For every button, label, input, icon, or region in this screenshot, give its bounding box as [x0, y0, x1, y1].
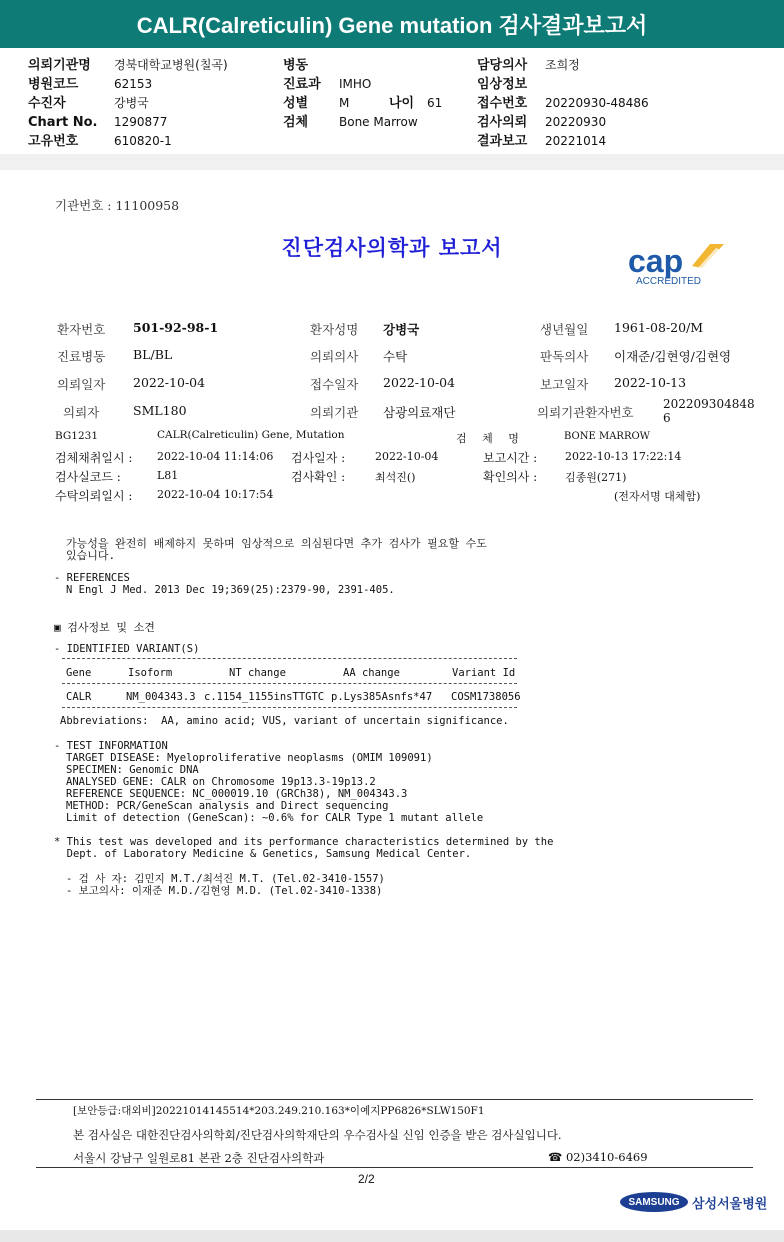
hdr-value: Bone Marrow [339, 115, 418, 129]
page-number: 2/2 [358, 1172, 375, 1186]
specimen-name: BONE MARROW [564, 431, 650, 442]
hdr-label: 임상정보 [477, 77, 528, 92]
variants-heading: - IDENTIFIED VARIANT(S) [54, 643, 200, 655]
hdr-label: 담당의사 [477, 58, 528, 73]
cap-logo-text: cap [628, 243, 684, 279]
hdr-value: 20220930 [545, 115, 607, 129]
hdr-label: 의뢰기관명 [28, 58, 91, 73]
requester: SML180 [133, 403, 187, 418]
test-date-label: 검사일자 : [291, 451, 346, 465]
section-divider [0, 154, 784, 170]
test-code: BG1231 [55, 430, 99, 442]
institution-patient-number: 202209304848 [663, 397, 755, 411]
certification-statement: 본 검사실은 대한진단검사의학회/진단검사의학재단의 우수검사실 신임 인증을 받은 검사실입니다. [73, 1128, 562, 1142]
received-datetime: 2022-10-04 10:17:54 [157, 488, 274, 501]
hdr-label: 진료과 [283, 77, 321, 92]
footer-rule [36, 1167, 753, 1168]
references-heading: - REFERENCES [54, 572, 130, 584]
cap-logo-subtext: ACCREDITED [636, 276, 702, 287]
table-header-isoform: Isoform [128, 667, 173, 679]
patient-label: 생년월일 [540, 322, 589, 337]
samsung-logo [620, 1192, 688, 1212]
report-time: 2022-10-13 17:22:14 [565, 450, 682, 463]
hdr-label: 성별 [283, 96, 309, 111]
lab-phone: 02)3410-6469 [565, 1150, 648, 1164]
development-note-2: Dept. of Laboratory Medicine & Genetics, Samsung Medical Center. [54, 848, 472, 860]
table-divider [62, 658, 517, 659]
hdr-label: Chart No. [28, 115, 98, 130]
hdr-value: 62153 [114, 77, 153, 91]
e-signature-note: (전자서명 대체함) [614, 490, 701, 503]
hdr-label: 고유번호 [28, 134, 79, 149]
table-divider [62, 683, 517, 684]
table-header-variant-id: Variant Id [452, 667, 516, 679]
report-title-bar [0, 0, 784, 48]
reference-citation: N Engl J Med. 2013 Dec 19;369(25):2379-90, 2391-405. [66, 584, 395, 596]
hdr-label: 수진자 [28, 96, 66, 111]
test-info-heading: - TEST INFORMATION [54, 740, 168, 752]
note-line-2: 있습니다. [66, 549, 116, 562]
confirming-doctor: 김종원(271) [565, 471, 627, 484]
patient-label: 환자번호 [57, 322, 106, 337]
table-cell-aa: p.Lys385Asnfs*47 [331, 691, 433, 703]
page-bottom-band [0, 1230, 784, 1242]
ward: BL/BL [133, 347, 173, 362]
lab-code: L81 [157, 469, 179, 482]
patient-number: 501-92-98-1 [133, 320, 219, 335]
report-date: 2022-10-13 [614, 375, 687, 390]
hdr-value: 20221014 [545, 134, 607, 148]
samsung-logo-text: SAMSUNG [628, 1196, 680, 1208]
table-divider [62, 707, 517, 708]
patient-name: 강병국 [383, 322, 420, 337]
header-col-3 [477, 56, 649, 151]
hdr-value: 1290877 [114, 115, 168, 129]
section-heading: ▣ 검사정보 및 소견 [54, 621, 155, 634]
report-title: CALR(Calreticulin) Gene mutation 검사결과보고서 [136, 12, 648, 38]
hdr-value: 20220930-48486 [545, 96, 649, 110]
patient-label: 판독의사 [540, 349, 589, 364]
hdr-value: M [339, 96, 350, 110]
note-line-1: 가능성을 완전히 배제하지 못하며 임상적으로 의심된다면 추가 검사가 필요할 수도 [66, 537, 487, 550]
hospital-name: 삼성서울병원 [692, 1197, 768, 1212]
confirmed-by: 최석진() [375, 471, 416, 484]
table-cell-gene: CALR [66, 691, 92, 703]
order-date: 2022-10-04 [133, 375, 206, 390]
reading-doctor: 이재준/김현영/김현영 [614, 349, 732, 364]
hdr-label: 접수번호 [477, 96, 528, 111]
patient-label: 접수일자 [310, 377, 359, 392]
hdr-label: 병원코드 [28, 77, 79, 92]
abbreviations: Abbreviations: AA, amino acid; VUS, variant of uncertain significance. [60, 715, 509, 727]
hdr-value: 610820-1 [114, 134, 172, 148]
header-col-2 [283, 56, 442, 132]
header-col-1 [28, 56, 228, 151]
table-header-aa: AA change [343, 667, 400, 679]
receipt-date: 2022-10-04 [383, 375, 456, 390]
test-name: CALR(Calreticulin) Gene, Mutation [157, 429, 345, 441]
ordering-doctor: 수탁 [383, 349, 408, 364]
birth-date: 1961-08-20/M [614, 320, 704, 335]
ordering-institution: 삼광의료재단 [383, 405, 456, 420]
hdr-label: 검체 [283, 115, 309, 130]
hdr-value: 경북대학교병원(칠곡) [114, 58, 228, 72]
collect-datetime: 2022-10-04 11:14:06 [157, 450, 274, 463]
received-label: 수탁의뢰일시 : [55, 489, 133, 503]
test-info-line: METHOD: PCR/GeneScan analysis and Direct sequencing [66, 800, 389, 812]
hdr-value: 조희정 [545, 58, 580, 72]
document-title: 진단검사의학과 보고서 [281, 235, 503, 260]
reporter-info: - 보고의사: 이재준 M.D./김현영 M.D. (Tel.02-3410-1338) [66, 885, 383, 897]
patient-label: 의뢰기관환자번호 [537, 405, 634, 420]
hdr-value: IMHO [339, 77, 372, 91]
test-info-line: ANALYSED GENE: CALR on Chromosome 19p13.3-19p13.2 [66, 776, 376, 788]
test-info-line: REFERENCE SEQUENCE: NC_000019.10 (GRCh38), NM_004343.3 [66, 788, 408, 800]
test-date: 2022-10-04 [375, 450, 439, 463]
institution-number: 기관번호 : 11100958 [55, 198, 180, 213]
lab-address: 서울시 강남구 일원로81 본관 2층 진단검사의학과 [73, 1151, 325, 1165]
hdr-label: 검사의뢰 [477, 115, 528, 130]
table-cell-variant-id: COSM1738056 [451, 691, 521, 703]
cap-accredited-logo [628, 238, 738, 288]
doctor-label: 확인의사 : [483, 470, 538, 484]
patient-label: 의뢰의사 [310, 349, 359, 364]
hdr-label: 병동 [283, 58, 309, 73]
patient-label: 진료병동 [57, 349, 106, 364]
table-cell-nt: c.1154_1155insTTGTC [204, 691, 325, 703]
table-header-gene: Gene [66, 667, 92, 679]
hdr-label: 결과보고 [477, 134, 528, 149]
security-line: [보안등급:대외비]20221014145514*203.249.210.163*이예지PP6826*SLW150F1 [73, 1105, 485, 1117]
test-info-line: SPECIMEN: Genomic DNA [66, 764, 199, 776]
table-header-nt: NT change [229, 667, 286, 679]
confirm-label: 검사확인 : [291, 470, 346, 484]
development-note-1: * This test was developed and its performance characteristics determined by the [54, 836, 554, 848]
collect-label: 검체채취일시 : [55, 451, 133, 465]
age-value: 61 [427, 96, 443, 110]
patient-label: 의뢰기관 [310, 405, 359, 420]
lab-code-label: 검사실코드 : [55, 470, 121, 484]
institution-patient-number-cont: 6 [663, 411, 671, 425]
phone-icon: ☎ [548, 1150, 566, 1164]
age-label: 나이 [389, 96, 415, 111]
patient-label: 의뢰일자 [57, 377, 106, 392]
test-info-line: Limit of detection (GeneScan): ~0.6% for CALR Type 1 mutant allele [66, 812, 484, 824]
patient-label: 보고일자 [540, 377, 589, 392]
report-time-label: 보고시간 : [483, 451, 538, 465]
footer-rule [36, 1099, 753, 1100]
patient-label: 의뢰자 [63, 405, 100, 420]
hdr-value: 강병국 [114, 96, 149, 110]
specimen-label: 검 체 명 [456, 432, 525, 445]
patient-label: 환자성명 [310, 322, 359, 337]
lab-phone-line [548, 1150, 648, 1164]
test-info-line: TARGET DISEASE: Myeloproliferative neoplasms (OMIM 109091) [66, 752, 433, 764]
table-cell-isoform: NM_004343.3 [126, 691, 196, 703]
tester-info: - 검 사 자: 김민지 M.T./최석진 M.T. (Tel.02-3410-1557) [66, 873, 385, 885]
